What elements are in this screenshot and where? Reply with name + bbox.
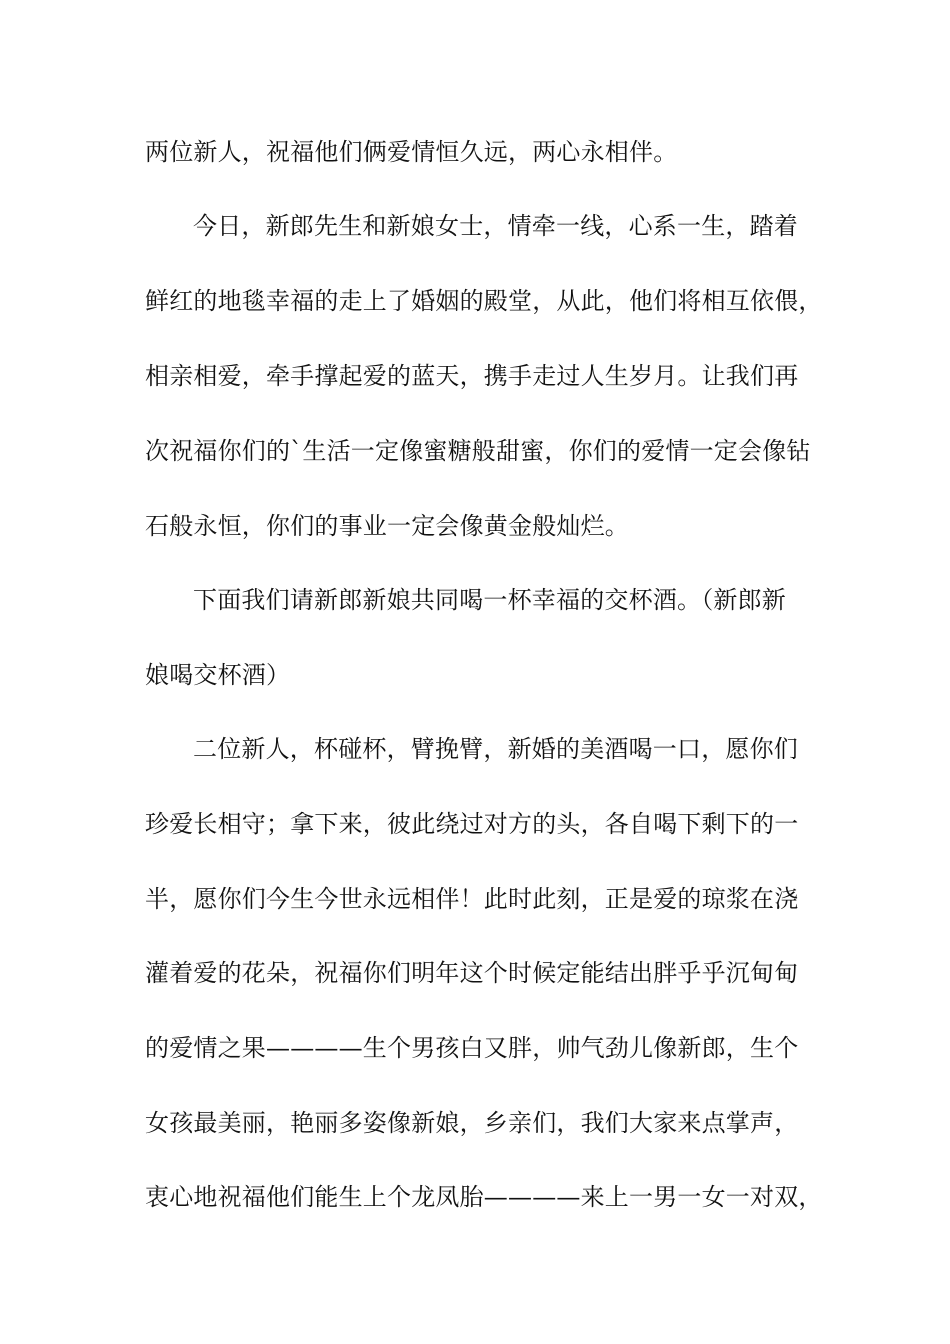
text-line: 衷心地祝福他们能生上个龙凤胎————来上一男一女一对双， xyxy=(145,1183,823,1211)
text-line: 半，愿你们今生今世永远相伴！此时此刻，正是爱的琼浆在浇 xyxy=(145,885,799,913)
text-line: 女孩最美丽，艳丽多姿像新娘，乡亲们，我们大家来点掌声， xyxy=(145,1109,799,1137)
paragraph-first-line: 下面我们请新郎新娘共同喝一杯幸福的交杯酒。（新郎新 xyxy=(193,586,786,614)
text-line: 珍爱长相守；拿下来，彼此绕过对方的头，各自喝下剩下的一 xyxy=(145,810,799,838)
paragraph-first-line: 今日，新郎先生和新娘女士，情牵一线，心系一生，踏着 xyxy=(193,212,798,240)
text-line: 鲜红的地毯幸福的走上了婚姻的殿堂，从此，他们将相互依偎， xyxy=(145,287,823,315)
text-line: 次祝福你们的`生活一定像蜜糖般甜蜜，你们的爱情一定会像钻 xyxy=(145,437,811,465)
text-line: 相亲相爱，牵手撑起爱的蓝天，携手走过人生岁月。让我们再 xyxy=(145,362,799,390)
paragraph-first-line: 二位新人，杯碰杯，臂挽臂，新婚的美酒喝一口，愿你们 xyxy=(193,735,798,763)
text-line: 娘喝交杯酒） xyxy=(145,661,291,689)
text-line: 两位新人，祝福他们俩爱情恒久远，两心永相伴。 xyxy=(145,138,678,166)
text-line: 灌着爱的花朵，祝福你们明年这个时候定能结出胖乎乎沉甸甸 xyxy=(145,959,799,987)
text-line: 石般永恒，你们的事业一定会像黄金般灿烂。 xyxy=(145,512,629,540)
text-line: 的爱情之果————生个男孩白又胖，帅气劲儿像新郎，生个 xyxy=(145,1034,799,1062)
